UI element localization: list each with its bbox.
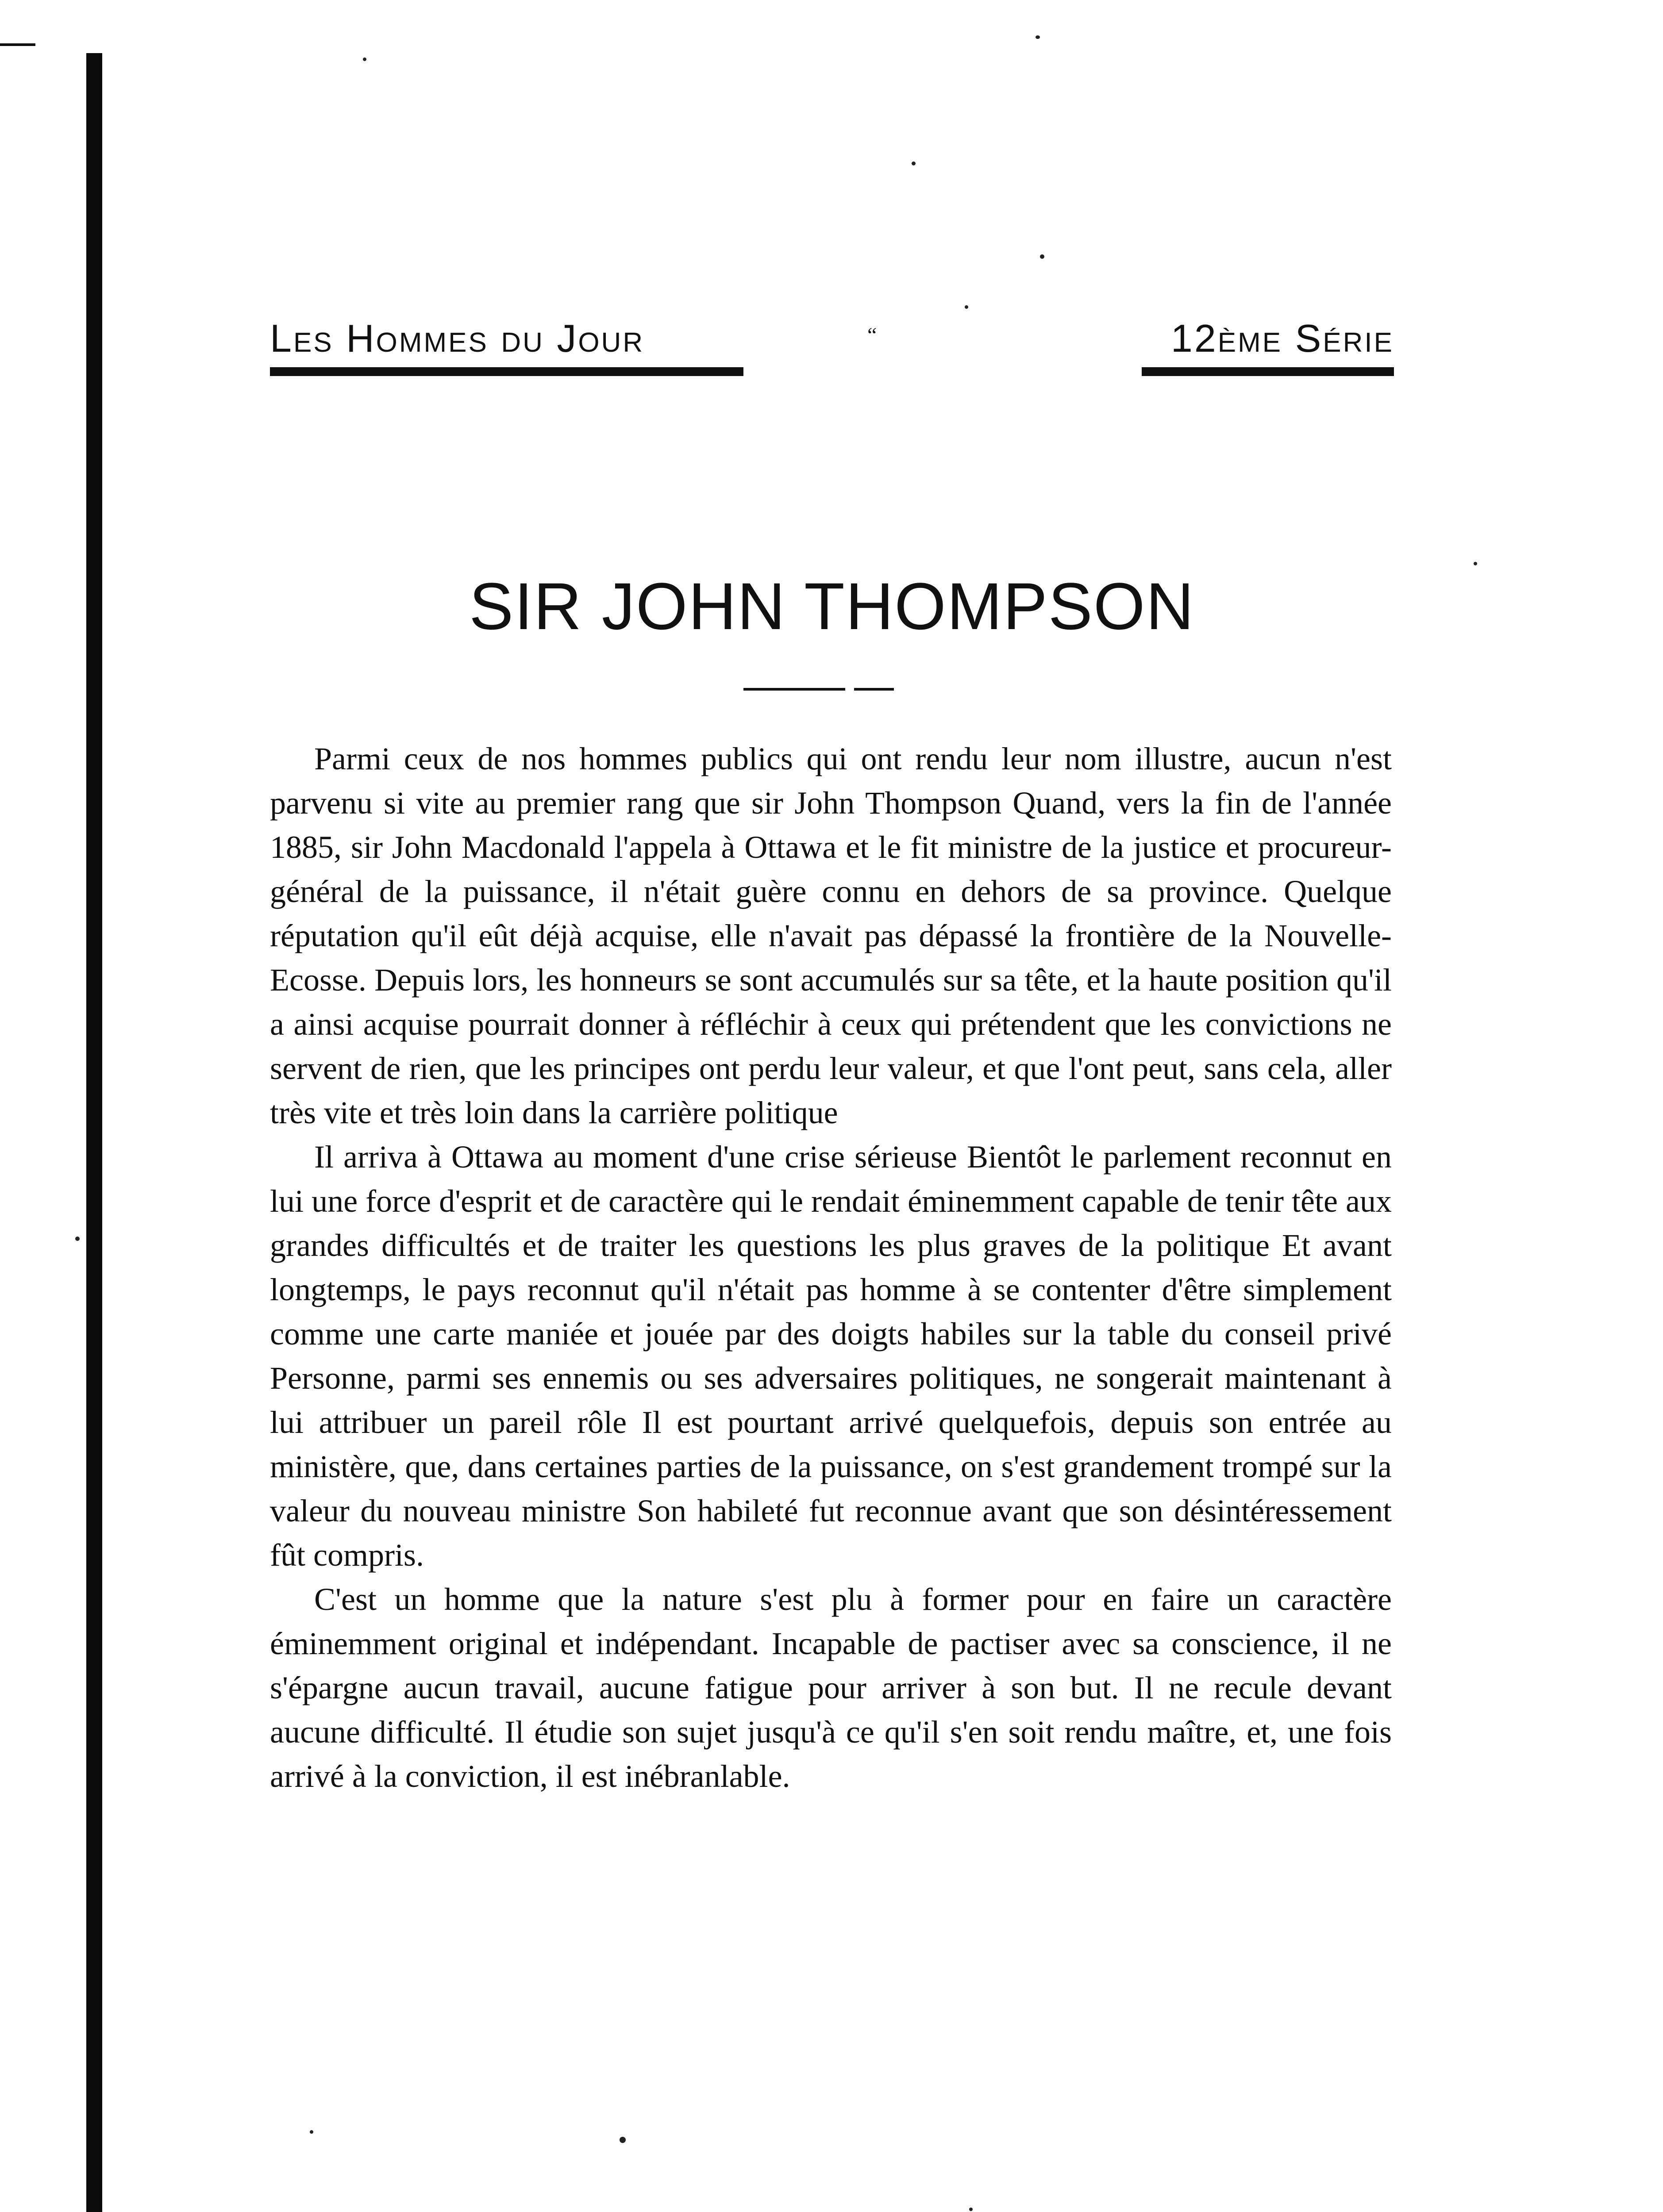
paragraph: C'est un homme que la nature s'est plu à former pour en faire un caractère éminemment original et indépendant. Incapable de pactiser avec sa conscience, il ne s'épargne aucun travail, aucune fatigue pour arriver à son but. Il ne recule devant aucune difficulté. Il étudie son sujet jusqu'à ce qu'il s'en soit rendu maître, et, une fois arrivé à la conviction, il est inébranlable. [270, 1582, 1392, 1794]
paragraph: Parmi ceux de nos hommes publics qui ont rendu leur nom illustre, aucun n'est parvenu si vite au premier rang que sir John Thompson Quand, vers la fin de l'année 1885, sir John Macdonald l'appela à Ottawa et le fit ministre de la justice et procureur-général de la puissance, il n'était guère connu en dehors de sa province. Quelque réputation qu'il eût déjà acquise, elle n'avait pas dépassé la frontière de la Nouvelle-Ecosse. Depuis lors, les honneurs se sont accumulés sur sa tête, et la haute position qu'il a ainsi acquise pourrait donner à réfléchir à ceux qui prétendent que les convictions ne servent de rien, que les principes ont perdu leur valeur, et que l'ont peut, sans cela, aller très vite et très loin dans la carrière politique [270, 741, 1392, 1130]
scan-speck [1036, 35, 1040, 39]
running-head-rule [1142, 367, 1394, 376]
scan-speck [620, 2137, 626, 2143]
paragraph: Il arriva à Ottawa au moment d'une crise sérieuse Bientôt le parlement reconnut en lui une force d'esprit et de caractère qui le rendait éminemment capable de tenir tête aux grandes difficultés et de traiter les questions les plus graves de la politique Et avant longtemps, le pays reconnut qu'il n'était pas homme à se contenter d'être simplement comme une carte maniée et jouée par des doigts habiles sur la table du conseil privé Personne, parmi ses ennemis ou ses adversaires politiques, ne songerait maintenant à lui attribuer un pareil rôle Il est pourtant arrivé quelquefois, depuis son entrée au ministère, que, dans certaines parties de la puissance, on s'est grandement trompé sur la valeur du nouveau ministre Son habileté fut reconnue avant que son désintéressement fût compris. [270, 1139, 1392, 1573]
scan-speck [1474, 562, 1477, 565]
scan-speck [1040, 254, 1044, 259]
scan-speck [363, 58, 366, 61]
running-head-rule [270, 367, 743, 376]
running-head-series-title: Les Hommes du Jour [270, 316, 645, 360]
page-title: SIR JOHN THOMPSON [469, 569, 1195, 643]
scan-edge-mark [0, 43, 35, 46]
scan-speck [912, 161, 916, 165]
scan-speck [75, 1237, 80, 1241]
ornament-mark: “ [867, 323, 877, 347]
scan-speck [965, 305, 968, 309]
article-body [270, 737, 1392, 1798]
running-head-series-number: 12ème Série [1170, 316, 1394, 360]
scan-speck [969, 2208, 973, 2211]
title-divider [743, 688, 894, 691]
running-head [270, 314, 1394, 380]
scan-speck [310, 2130, 313, 2134]
binding-edge [86, 53, 102, 2212]
